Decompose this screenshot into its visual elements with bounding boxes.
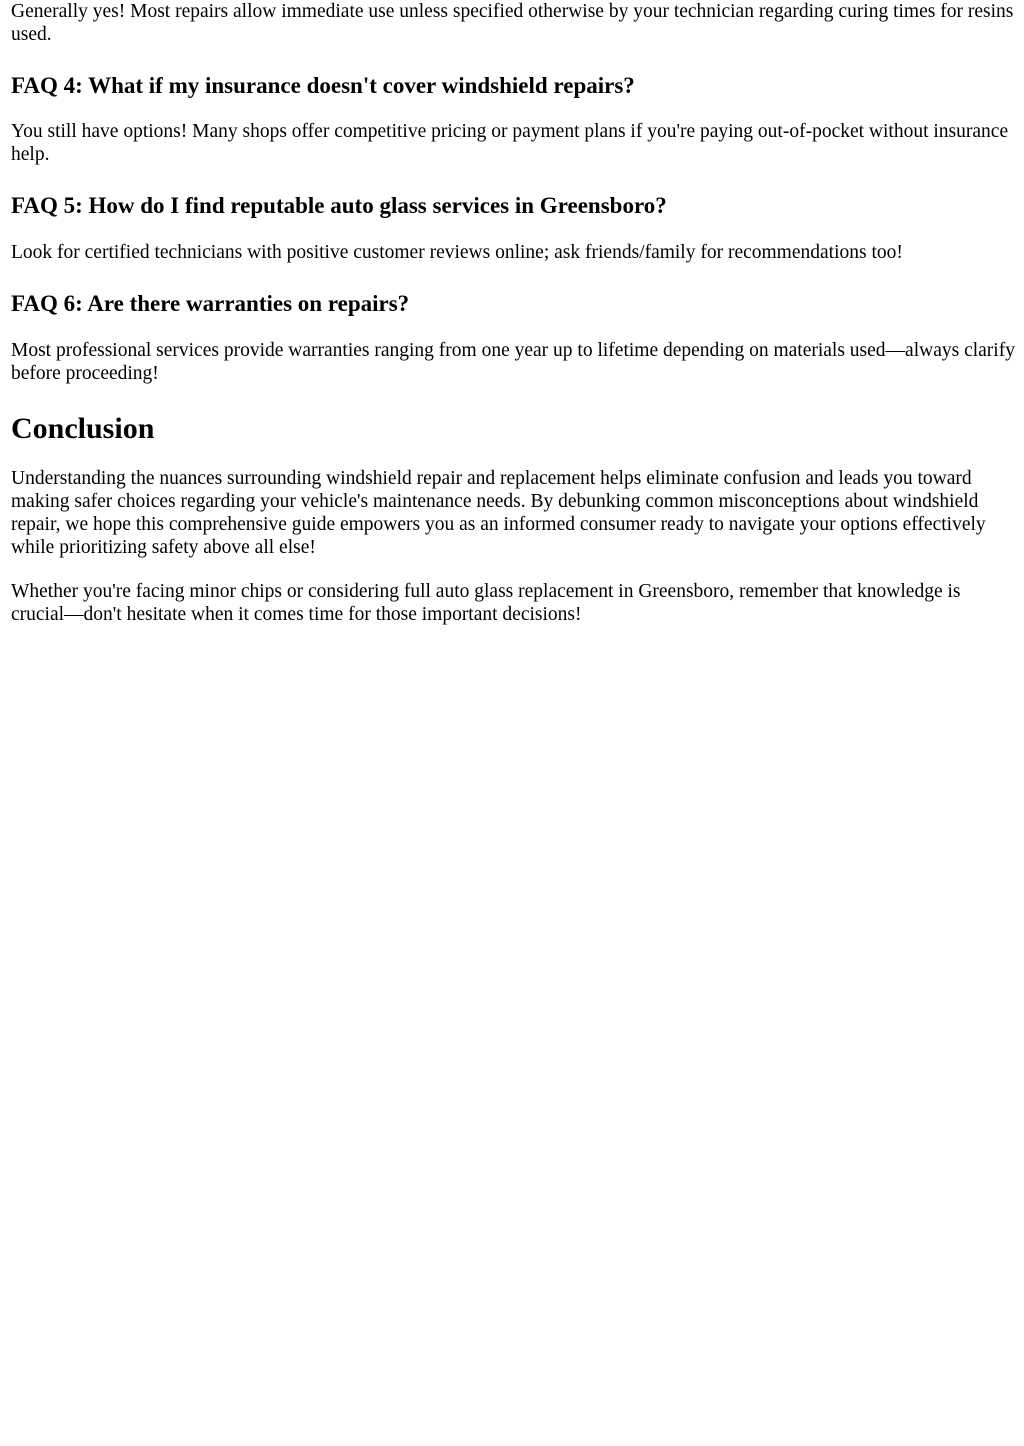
faq-4-question: FAQ 4: What if my insurance doesn't cover windshield repairs? [11,73,635,98]
conclusion-paragraph-2: Whether you're facing minor chips or considering full auto glass replacement in Greensboro, remember that knowledge is crucial—don't hesitate when it comes time for those important decisions! [11,581,961,625]
faq-5-question: FAQ 5: How do I find reputable auto glass services in Greensboro? [11,193,667,218]
faq-6-answer: Most professional services provide warranties ranging from one year up to lifetime depending on materials used—always clarify before proceeding! [11,340,1015,384]
document-page [11,0,1015,626]
faq-5-answer: Look for certified technicians with positive customer reviews online; ask friends/family for recommendations too! [11,242,903,263]
faq-4-answer: You still have options! Many shops offer competitive pricing or payment plans if you're paying out-of-pocket without insurance help. [11,121,1009,165]
conclusion-heading: Conclusion [11,412,155,445]
faq-3-answer: Generally yes! Most repairs allow immediate use unless specified otherwise by your technician regarding curing times for resins used. [11,1,1014,45]
faq-6-question: FAQ 6: Are there warranties on repairs? [11,291,410,316]
conclusion-paragraph-1: Understanding the nuances surrounding windshield repair and replacement helps eliminate confusion and leads you toward making safer choices regarding your vehicle's maintenance needs. By debunking common misconceptions about windshield repair, we hope this comprehensive guide empowers you as an informed consumer ready to navigate your options effectively while prioritizing safety above all else! [11,468,986,558]
